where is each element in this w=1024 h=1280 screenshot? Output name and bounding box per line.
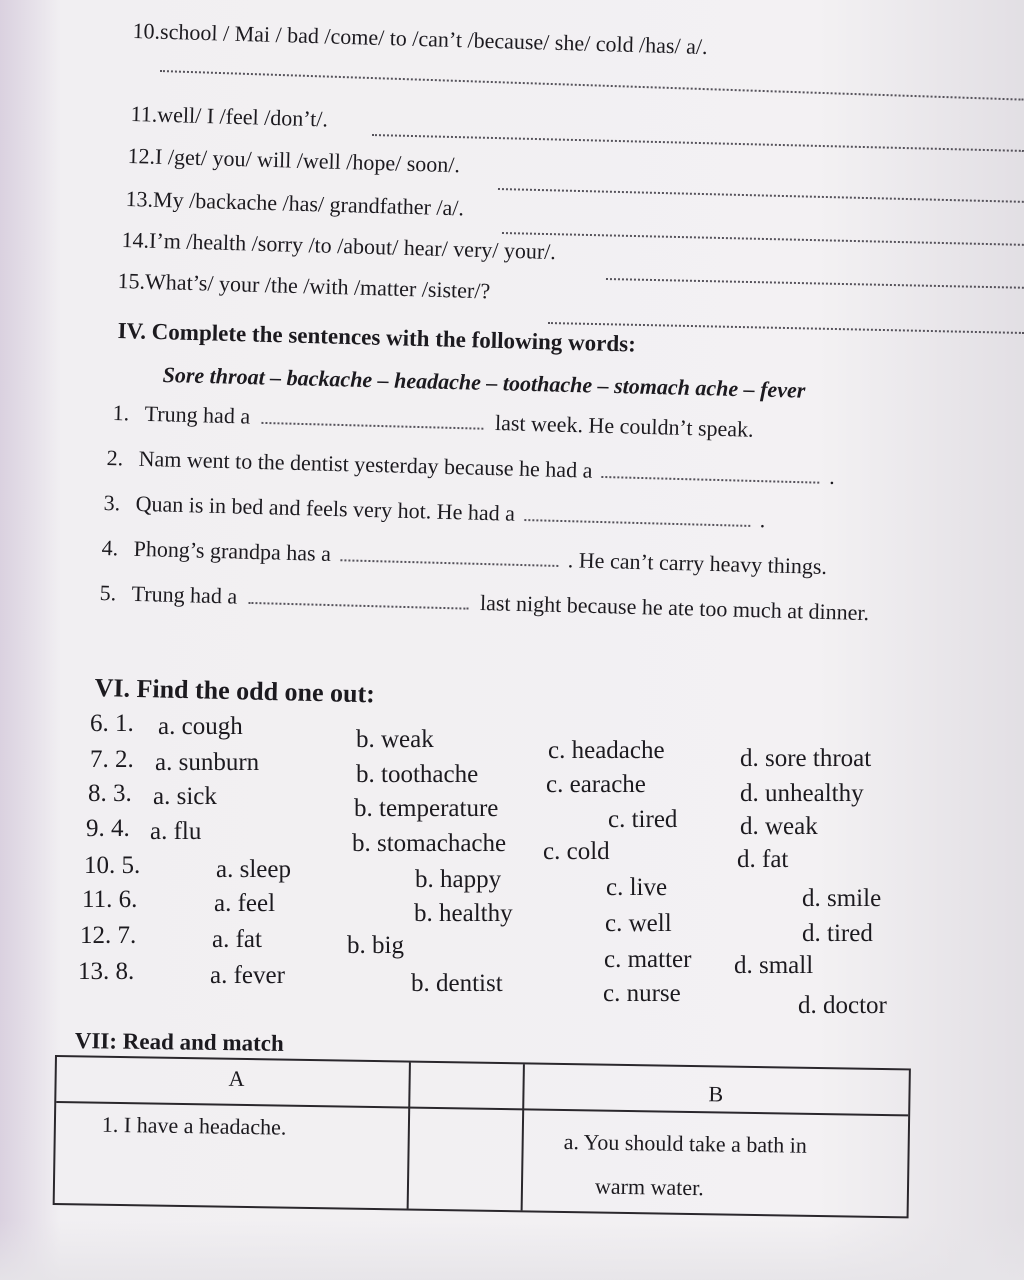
section-4-heading: IV. Complete the sentences with the following words: — [117, 318, 637, 357]
match-row-1-left: 1. I have a headache. — [101, 1111, 287, 1140]
fill-item-2 — [106, 445, 835, 490]
fill-blank-1[interactable] — [261, 422, 483, 430]
odd-row-1-number: 6. 1. — [90, 710, 134, 737]
answer-line-14[interactable] — [606, 278, 1024, 289]
item-number: 5. — [99, 580, 117, 606]
odd-row-4-option-d[interactable]: d. fat — [737, 846, 789, 873]
match-row-1-right-line1: a. You should take a bath in — [563, 1129, 808, 1158]
odd-row-6-option-b[interactable]: b. healthy — [414, 900, 513, 927]
odd-row-2-option-a[interactable]: a. sunburn — [155, 749, 260, 776]
fill-blank-3[interactable] — [524, 519, 750, 527]
fill-blank-4[interactable] — [340, 559, 558, 567]
column-a-header: A — [228, 1065, 245, 1091]
match-table — [53, 1055, 911, 1218]
odd-row-3-option-d[interactable]: d. weak — [740, 813, 818, 840]
odd-row-5-number: 10. 5. — [84, 852, 141, 879]
odd-row-4-option-a[interactable]: a. flu — [150, 818, 202, 845]
odd-row-3-option-a[interactable]: a. sick — [153, 783, 217, 810]
section-7-heading: VII: Read and match — [74, 1028, 284, 1056]
odd-row-6-option-d[interactable]: d. tired — [802, 920, 873, 947]
odd-row-7-number: 12. 7. — [80, 922, 137, 949]
odd-row-7-option-c[interactable]: c. matter — [604, 946, 692, 973]
odd-row-1-option-a[interactable]: a. cough — [158, 713, 243, 740]
item-text-before: Nam went to the dentist yesterday because he had a — [138, 445, 593, 483]
odd-row-1-option-c[interactable]: c. headache — [548, 737, 665, 764]
odd-row-6-option-a[interactable]: a. feel — [214, 890, 276, 917]
fill-item-4 — [101, 535, 827, 580]
fill-blank-2[interactable] — [602, 476, 820, 484]
item-number: 4. — [101, 535, 119, 561]
odd-row-6-number: 11. 6. — [82, 886, 138, 913]
answer-line-11[interactable] — [372, 134, 1024, 152]
odd-row-3-option-c[interactable]: c. tired — [608, 806, 678, 833]
item-text-after: . He can’t carry heavy things. — [567, 547, 828, 579]
fill-blank-5[interactable] — [248, 602, 468, 610]
odd-row-8-option-a[interactable]: a. fever — [210, 962, 285, 989]
odd-row-5-option-d[interactable]: d. smile — [802, 885, 882, 912]
section-6-heading: VI. Find the odd one out: — [94, 673, 376, 709]
question-13: 13.My /backache /has/ grandfather /a/. — [125, 186, 465, 221]
answer-line-10[interactable] — [160, 70, 1024, 101]
item-number: 3. — [103, 490, 121, 516]
odd-row-3-option-b[interactable]: b. temperature — [354, 795, 499, 822]
item-text-after: . — [828, 463, 836, 490]
fill-item-5 — [99, 580, 869, 626]
answer-line-13[interactable] — [502, 232, 1024, 246]
odd-row-2-option-c[interactable]: c. earache — [546, 771, 646, 798]
odd-row-2-number: 7. 2. — [90, 746, 134, 773]
question-11: 11.well/ I /feel /don’t/. — [130, 101, 329, 132]
odd-row-7-option-d[interactable]: d. small — [734, 952, 814, 979]
odd-row-7-option-a[interactable]: a. fat — [212, 926, 262, 953]
odd-row-2-option-d[interactable]: d. unhealthy — [740, 780, 864, 807]
answer-line-12[interactable] — [498, 188, 1024, 203]
item-number: 1. — [112, 400, 130, 426]
item-text-after: last night because he ate too much at dinner. — [479, 589, 870, 626]
column-b-header: B — [708, 1081, 724, 1107]
odd-row-5-option-b[interactable]: b. happy — [415, 866, 502, 893]
odd-row-8-option-c[interactable]: c. nurse — [603, 980, 681, 1007]
odd-row-8-option-d[interactable]: d. doctor — [798, 992, 887, 1019]
question-15: 15.What’s/ your /the /with /matter /sister/? — [117, 268, 491, 304]
odd-row-2-option-b[interactable]: b. toothache — [356, 761, 479, 788]
odd-row-1-option-b[interactable]: b. weak — [356, 726, 434, 753]
question-14: 14.I’m /health /sorry /to /about/ hear/ very/ your/. — [121, 227, 557, 265]
page-shadow — [0, 0, 60, 1280]
odd-row-1-option-d[interactable]: d. sore throat — [740, 745, 872, 772]
odd-row-8-number: 13. 8. — [78, 958, 135, 985]
question-10: 10.school / Mai / bad /come/ to /can’t /because/ she/ cold /has/ a/. — [132, 18, 708, 60]
item-number: 2. — [106, 445, 124, 471]
fill-item-3 — [103, 490, 765, 533]
odd-row-6-option-c[interactable]: c. well — [605, 910, 672, 937]
table-divider — [521, 1064, 525, 1210]
odd-row-5-option-a[interactable]: a. sleep — [216, 856, 291, 883]
odd-row-4-option-b[interactable]: b. stomachache — [352, 830, 507, 857]
odd-row-4-number: 9. 4. — [86, 815, 130, 842]
odd-row-5-option-c[interactable]: c. live — [606, 874, 668, 901]
match-answer-cell[interactable] — [409, 1109, 520, 1207]
odd-row-3-number: 8. 3. — [88, 780, 132, 807]
item-text-before: Trung had a — [144, 400, 251, 429]
item-text-before: Trung had a — [131, 580, 238, 609]
item-text-before: Phong’s grandpa has a — [133, 535, 332, 566]
odd-row-7-option-b[interactable]: b. big — [347, 932, 404, 959]
item-text-after: last week. He couldn’t speak. — [494, 410, 754, 442]
page-bottom-shade — [0, 1220, 1024, 1280]
word-bank: Sore throat – backache – headache – toothache – stomach ache – fever — [162, 362, 806, 403]
odd-row-8-option-b[interactable]: b. dentist — [411, 970, 503, 997]
item-text-after: . — [759, 507, 766, 533]
odd-row-4-option-c[interactable]: c. cold — [543, 838, 610, 865]
question-12: 12.I /get/ you/ will /well /hope/ soon/. — [127, 143, 461, 178]
fill-item-1 — [112, 400, 754, 443]
item-text-before: Quan is in bed and feels very hot. He had a — [135, 490, 516, 526]
match-row-1-right-line2: warm water. — [594, 1173, 704, 1201]
